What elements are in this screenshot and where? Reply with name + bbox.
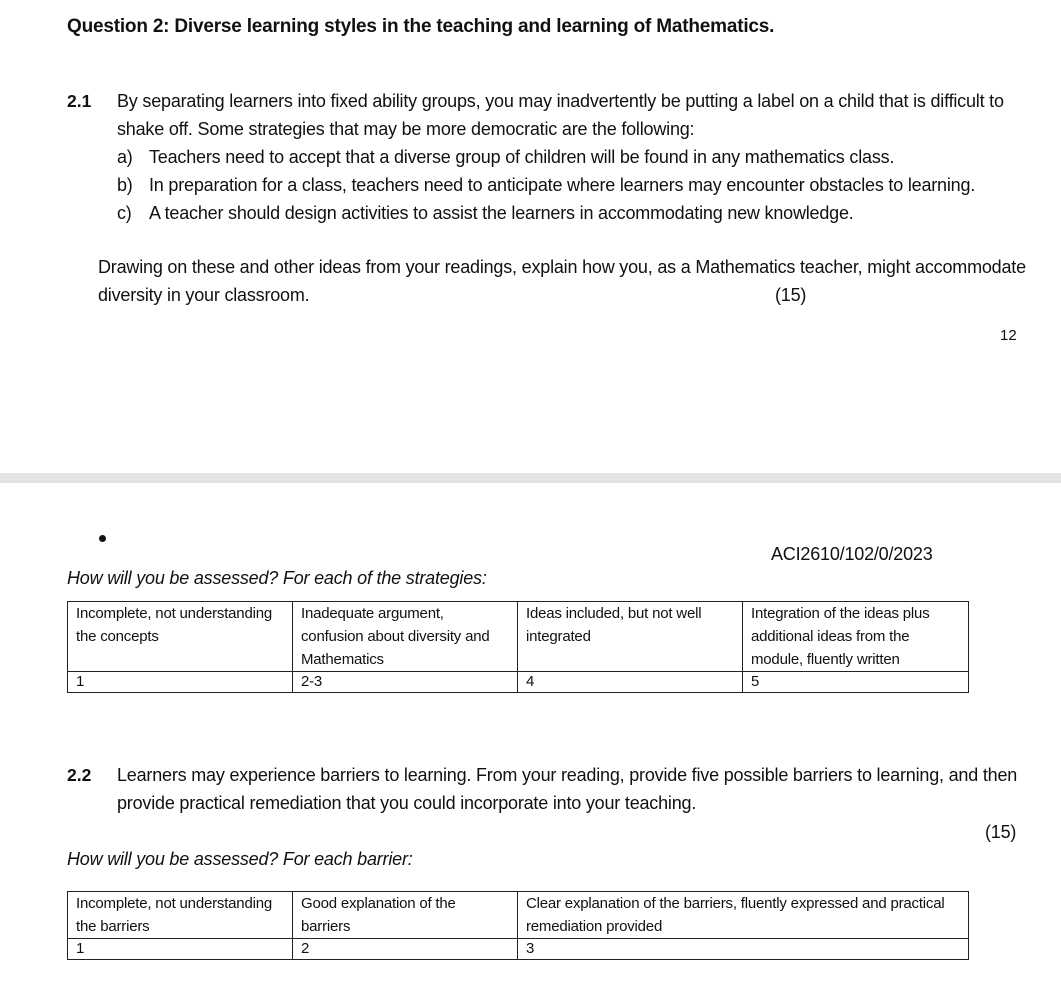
rubric-line: barriers bbox=[301, 918, 351, 935]
rubric-criterion bbox=[68, 602, 293, 672]
q22-line-2: provide practical remediation that you could incorporate into your teaching. bbox=[117, 793, 697, 813]
strategy-item-b bbox=[117, 175, 975, 196]
rubric-line: Ideas included, but not well bbox=[526, 605, 702, 622]
rubric-criteria-row bbox=[68, 892, 969, 939]
question-2-1-marks: (15) bbox=[775, 285, 807, 305]
course-code: ACI2610/102/0/2023 bbox=[771, 544, 933, 564]
rubric-line: Inadequate argument, bbox=[301, 605, 444, 622]
question-2-2-text bbox=[117, 761, 1017, 817]
rubric-line: confusion about diversity and bbox=[301, 628, 490, 645]
intro-line-1: By separating learners into fixed ability groups, you may inadvertently be putting a label on a child that is difficult to bbox=[117, 91, 1004, 111]
rubric-line: Incomplete, not understanding bbox=[76, 605, 273, 622]
rubric-criterion bbox=[518, 602, 743, 672]
task-line-2: diversity in your classroom. bbox=[98, 285, 310, 305]
rubric-criterion bbox=[743, 602, 969, 672]
strategy-item-label: b) bbox=[117, 175, 133, 195]
assessment-heading-barrier: How will you be assessed? For each barrier: bbox=[67, 849, 413, 869]
strategy-item-text: In preparation for a class, teachers need to anticipate where learners may encounter obstacles to learning. bbox=[149, 175, 976, 195]
bullet-point bbox=[99, 535, 106, 542]
rubric-table-strategies bbox=[67, 601, 969, 693]
rubric-score: 1 bbox=[68, 939, 293, 960]
page-break-divider bbox=[0, 473, 1061, 483]
strategy-item-a bbox=[117, 147, 894, 168]
rubric-criterion bbox=[68, 892, 293, 939]
question-2-1-intro bbox=[117, 87, 1004, 143]
question-2-2-number: 2.2 bbox=[67, 765, 92, 785]
rubric-score: 4 bbox=[518, 672, 743, 693]
strategy-item-text: A teacher should design activities to assist the learners in accommodating new knowledge. bbox=[149, 203, 854, 223]
rubric-score: 1 bbox=[68, 672, 293, 693]
rubric-table-barriers bbox=[67, 891, 969, 960]
rubric-score: 2 bbox=[293, 939, 518, 960]
page-number: 12 bbox=[1000, 327, 1017, 344]
strategy-item-label: a) bbox=[117, 147, 133, 167]
rubric-criterion bbox=[518, 892, 969, 939]
rubric-line: remediation provided bbox=[526, 918, 663, 935]
q22-line-1: Learners may experience barriers to learning. From your reading, provide five possible barriers to learning, and then bbox=[117, 765, 1018, 785]
rubric-score: 5 bbox=[743, 672, 969, 693]
rubric-criteria-row bbox=[68, 602, 969, 672]
rubric-line: additional ideas from the bbox=[751, 628, 910, 645]
strategy-item-text: Teachers need to accept that a diverse group of children will be found in any mathematics class. bbox=[149, 147, 895, 167]
rubric-line: Incomplete, not understanding bbox=[76, 895, 273, 912]
question-2-1-number: 2.1 bbox=[67, 91, 92, 111]
rubric-line: module, fluently written bbox=[751, 651, 900, 668]
question-title: Question 2: Diverse learning styles in the teaching and learning of Mathematics. bbox=[67, 16, 775, 37]
rubric-line: the barriers bbox=[76, 918, 150, 935]
rubric-line: the concepts bbox=[76, 628, 159, 645]
rubric-line: Good explanation of the bbox=[301, 895, 456, 912]
strategy-item-label: c) bbox=[117, 203, 132, 223]
rubric-score: 3 bbox=[518, 939, 969, 960]
task-line-1: Drawing on these and other ideas from your readings, explain how you, as a Mathematics teacher, might accommodate bbox=[98, 257, 1026, 277]
question-2-1-task bbox=[98, 253, 1026, 309]
assessment-heading-strategies: How will you be assessed? For each of the strategies: bbox=[67, 568, 487, 588]
intro-line-2: shake off. Some strategies that may be more democratic are the following: bbox=[117, 119, 695, 139]
rubric-line: Mathematics bbox=[301, 651, 384, 668]
rubric-score-row bbox=[68, 672, 969, 693]
rubric-line: Clear explanation of the barriers, fluently expressed and practical bbox=[526, 895, 945, 912]
rubric-line: Integration of the ideas plus bbox=[751, 605, 930, 622]
rubric-score-row bbox=[68, 939, 969, 960]
rubric-line: integrated bbox=[526, 628, 591, 645]
strategy-item-c bbox=[117, 203, 854, 224]
rubric-score: 2-3 bbox=[293, 672, 518, 693]
rubric-criterion bbox=[293, 892, 518, 939]
question-2-2-marks: (15) bbox=[985, 822, 1017, 842]
rubric-criterion bbox=[293, 602, 518, 672]
